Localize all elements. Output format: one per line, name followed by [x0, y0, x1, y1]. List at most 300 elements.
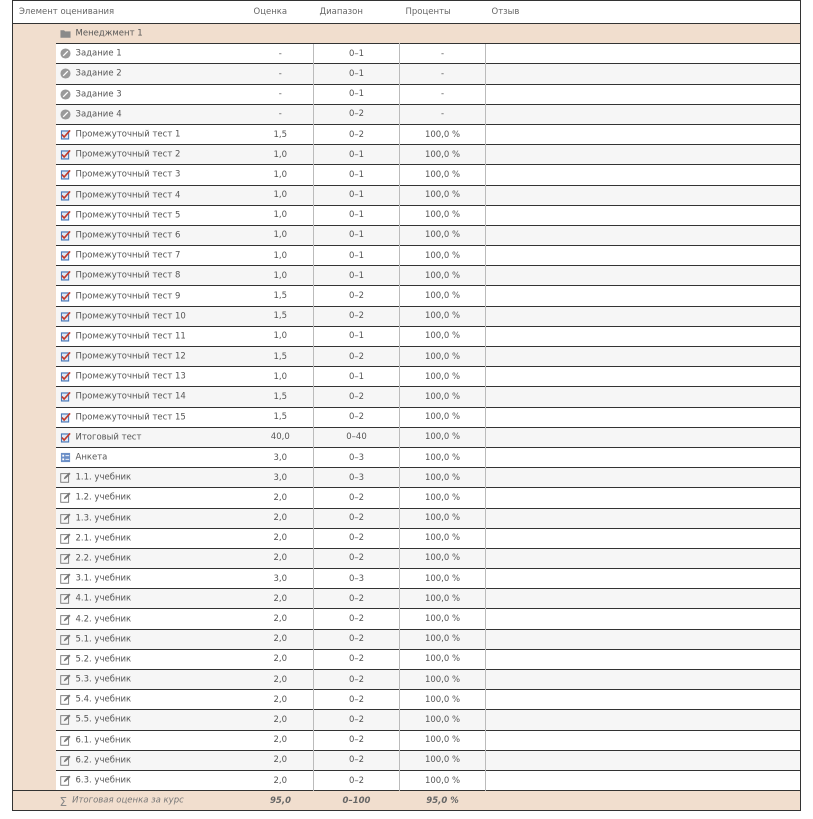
grade-item-row	[13, 367, 801, 387]
grade-item-grade: 1,0	[248, 205, 314, 225]
edit-icon	[60, 755, 76, 766]
grade-item-row	[13, 609, 801, 629]
grade-item-range: 0–2	[314, 306, 400, 326]
grade-item-percent: 100,0 %	[400, 225, 486, 245]
grade-item-range: 0–2	[314, 104, 400, 124]
grade-item-link[interactable]: Промежуточный тест 7	[75, 250, 181, 261]
grade-item-feedback	[486, 225, 801, 245]
header-grade: Оценка	[248, 1, 314, 24]
quiz-icon	[60, 371, 76, 382]
grade-item-row	[13, 488, 801, 508]
grade-item-feedback	[486, 84, 801, 104]
grade-item-percent: 100,0 %	[400, 569, 486, 589]
grade-item-feedback	[486, 427, 801, 447]
grade-item-grade: 2,0	[248, 629, 314, 649]
assignment-icon	[60, 48, 76, 59]
grade-item-link[interactable]: Промежуточный тест 4	[75, 190, 181, 201]
grade-item-grade: 1,0	[248, 165, 314, 185]
header-range: Диапазон	[314, 1, 400, 24]
grade-item-percent: 100,0 %	[400, 528, 486, 548]
grade-item-name-cell	[56, 427, 248, 447]
grade-item-percent: 100,0 %	[400, 407, 486, 427]
grade-item-feedback	[486, 64, 801, 84]
grade-item-link[interactable]: 5.1. учебник	[75, 634, 132, 645]
grade-item-link[interactable]: Промежуточный тест 9	[75, 291, 181, 302]
grade-item-link[interactable]: 6.2. учебник	[75, 755, 132, 766]
grade-item-percent: 100,0 %	[400, 488, 486, 508]
grade-item-grade: 1,5	[248, 286, 314, 306]
grade-item-name-cell	[56, 246, 248, 266]
grade-item-percent: 100,0 %	[400, 266, 486, 286]
grade-item-name-cell	[56, 569, 248, 589]
grade-item-percent: 100,0 %	[400, 185, 486, 205]
grade-item-row	[13, 64, 801, 84]
grade-item-link[interactable]: 2.2. учебник	[75, 553, 132, 564]
grade-item-percent: 100,0 %	[400, 609, 486, 629]
grade-item-percent: 100,0 %	[400, 387, 486, 407]
grade-item-link[interactable]: 1.1. учебник	[75, 472, 132, 483]
grade-item-name-cell	[56, 266, 248, 286]
grade-item-feedback	[486, 145, 801, 165]
grade-item-link[interactable]: 4.1. учебник	[75, 593, 132, 604]
sigma-icon: Σ	[59, 795, 68, 810]
quiz-icon	[60, 230, 76, 241]
quiz-icon	[60, 311, 76, 322]
grade-item-name-cell	[56, 730, 248, 750]
grade-item-row	[13, 326, 801, 346]
grade-item-row	[13, 649, 801, 669]
grade-item-grade: 2,0	[248, 770, 314, 790]
total-grade: 95,0	[248, 791, 314, 811]
grade-item-feedback	[486, 387, 801, 407]
quiz-icon	[60, 351, 76, 362]
grade-item-name-cell	[56, 326, 248, 346]
grade-item-name-cell	[56, 750, 248, 770]
category-cell	[56, 24, 801, 44]
edit-icon	[60, 513, 76, 524]
grade-item-link[interactable]: Промежуточный тест 6	[75, 230, 181, 241]
grade-item-grade: -	[248, 104, 314, 124]
grade-item-link[interactable]: 5.5. учебник	[75, 714, 132, 725]
grade-item-percent: 100,0 %	[400, 124, 486, 144]
grade-item-row	[13, 286, 801, 306]
grade-item-name-cell	[56, 145, 248, 165]
grade-item-row	[13, 468, 801, 488]
total-range: 0–100	[314, 791, 400, 811]
grade-item-range: 0–2	[314, 750, 400, 770]
grade-item-grade: 1,5	[248, 347, 314, 367]
grade-item-percent: 100,0 %	[400, 649, 486, 669]
grade-item-percent: 100,0 %	[400, 750, 486, 770]
grade-item-grade: 2,0	[248, 730, 314, 750]
grade-item-range: 0–1	[314, 266, 400, 286]
grade-item-grade: -	[248, 84, 314, 104]
edit-icon	[60, 614, 76, 625]
grade-item-row	[13, 124, 801, 144]
grade-item-name-cell	[56, 589, 248, 609]
grade-item-percent: 100,0 %	[400, 447, 486, 467]
grade-item-link[interactable]: 5.2. учебник	[75, 654, 132, 665]
grade-item-name-cell	[56, 528, 248, 548]
grade-item-row	[13, 84, 801, 104]
grade-item-grade: 1,0	[248, 225, 314, 245]
grade-item-row	[13, 246, 801, 266]
edit-icon	[60, 472, 76, 483]
grade-item-link[interactable]: Анкета	[75, 452, 108, 463]
grade-item-range: 0–1	[314, 84, 400, 104]
grade-item-name-cell	[56, 488, 248, 508]
grade-item-grade: 1,5	[248, 306, 314, 326]
grade-item-feedback	[486, 609, 801, 629]
grade-item-grade: 2,0	[248, 750, 314, 770]
quiz-icon	[60, 412, 76, 423]
grade-item-name-cell	[56, 387, 248, 407]
grade-item-percent: -	[400, 44, 486, 64]
grade-item-feedback	[486, 670, 801, 690]
edit-icon	[60, 654, 76, 665]
grade-item-name-cell	[56, 286, 248, 306]
grade-item-feedback	[486, 508, 801, 528]
grade-item-feedback	[486, 367, 801, 387]
grade-item-row	[13, 266, 801, 286]
grade-item-range: 0–2	[314, 347, 400, 367]
grade-item-link[interactable]: Задание 4	[75, 109, 122, 120]
edit-icon	[60, 593, 76, 604]
grade-item-percent: 100,0 %	[400, 670, 486, 690]
grade-item-grade: 1,0	[248, 246, 314, 266]
grade-item-feedback	[486, 629, 801, 649]
header-percent: Проценты	[400, 1, 486, 24]
grade-item-range: 0–2	[314, 387, 400, 407]
edit-icon	[60, 694, 76, 705]
grade-item-percent: 100,0 %	[400, 468, 486, 488]
grade-item-name-cell	[56, 165, 248, 185]
grade-item-percent: -	[400, 104, 486, 124]
grade-item-row	[13, 427, 801, 447]
grade-item-range: 0–1	[314, 185, 400, 205]
grade-item-grade: 2,0	[248, 710, 314, 730]
grade-item-grade: 2,0	[248, 548, 314, 568]
grade-item-grade: 40,0	[248, 427, 314, 447]
grade-item-grade: 3,0	[248, 447, 314, 467]
grade-item-range: 0–2	[314, 407, 400, 427]
grade-item-link[interactable]: Задание 1	[75, 48, 122, 59]
grade-item-feedback	[486, 528, 801, 548]
grade-item-feedback	[486, 306, 801, 326]
grade-item-percent: 100,0 %	[400, 347, 486, 367]
grade-item-range: 0–2	[314, 124, 400, 144]
grade-item-feedback	[486, 649, 801, 669]
edit-icon	[60, 492, 76, 503]
grade-item-row	[13, 347, 801, 367]
edit-icon	[60, 735, 76, 746]
grade-item-row	[13, 145, 801, 165]
grade-item-range: 0–40	[314, 427, 400, 447]
grade-item-row	[13, 770, 801, 790]
grade-item-row	[13, 104, 801, 124]
grade-item-percent: 100,0 %	[400, 165, 486, 185]
grade-item-grade: 1,0	[248, 326, 314, 346]
grade-item-row	[13, 205, 801, 225]
grade-item-link[interactable]: 3.1. учебник	[75, 573, 132, 584]
grade-item-grade: 1,5	[248, 387, 314, 407]
grade-item-feedback	[486, 488, 801, 508]
grade-item-name-cell	[56, 649, 248, 669]
grade-item-link[interactable]: 5.3. учебник	[75, 674, 132, 685]
grade-item-name-cell	[56, 468, 248, 488]
grade-report	[12, 0, 800, 811]
grade-item-grade: 2,0	[248, 589, 314, 609]
grade-item-name-cell	[56, 347, 248, 367]
grade-item-link[interactable]: Промежуточный тест 8	[75, 270, 181, 281]
grade-item-range: 0–1	[314, 165, 400, 185]
folder-icon	[60, 28, 71, 39]
category-name[interactable]: Менеджмент 1	[75, 28, 143, 39]
grade-item-name-cell	[56, 548, 248, 568]
grade-item-feedback	[486, 447, 801, 467]
header-row	[13, 1, 801, 24]
grade-item-link[interactable]: Промежуточный тест 13	[75, 371, 186, 382]
survey-icon	[60, 452, 76, 463]
grade-item-feedback	[486, 124, 801, 144]
total-feedback	[486, 791, 801, 811]
grade-item-feedback	[486, 326, 801, 346]
grade-item-name-cell	[56, 609, 248, 629]
quiz-icon	[60, 169, 76, 180]
grade-item-range: 0–2	[314, 548, 400, 568]
grade-item-range: 0–2	[314, 286, 400, 306]
grade-item-name-cell	[56, 124, 248, 144]
grade-item-row	[13, 306, 801, 326]
grade-item-feedback	[486, 710, 801, 730]
grade-item-grade: 2,0	[248, 670, 314, 690]
grade-item-link[interactable]: 1.3. учебник	[75, 513, 132, 524]
grade-item-link[interactable]: Промежуточный тест 15	[75, 412, 186, 423]
grade-item-range: 0–2	[314, 508, 400, 528]
edit-icon	[60, 775, 76, 786]
grade-item-grade: 1,0	[248, 367, 314, 387]
grade-item-name-cell	[56, 690, 248, 710]
grade-item-row	[13, 185, 801, 205]
grade-item-name-cell	[56, 205, 248, 225]
edit-icon	[60, 674, 76, 685]
grade-item-grade: -	[248, 44, 314, 64]
grade-item-feedback	[486, 770, 801, 790]
grade-item-range: 0–3	[314, 468, 400, 488]
grade-item-feedback	[486, 286, 801, 306]
grade-item-percent: 100,0 %	[400, 145, 486, 165]
quiz-icon	[60, 210, 76, 221]
edit-icon	[60, 714, 76, 725]
grade-item-feedback	[486, 548, 801, 568]
grade-item-grade: 1,5	[248, 407, 314, 427]
grade-item-range: 0–2	[314, 589, 400, 609]
grade-item-grade: 3,0	[248, 569, 314, 589]
assignment-icon	[60, 109, 76, 120]
assignment-icon	[60, 68, 76, 79]
grade-item-name-cell	[56, 670, 248, 690]
grade-item-feedback	[486, 266, 801, 286]
grade-item-range: 0–1	[314, 205, 400, 225]
grade-item-range: 0–2	[314, 730, 400, 750]
grade-item-link[interactable]: Промежуточный тест 14	[75, 391, 186, 402]
quiz-icon	[60, 291, 76, 302]
grade-item-name-cell	[56, 84, 248, 104]
grade-item-feedback	[486, 690, 801, 710]
grade-item-feedback	[486, 205, 801, 225]
edit-icon	[60, 634, 76, 645]
grade-item-link[interactable]: Промежуточный тест 12	[75, 351, 186, 362]
quiz-icon	[60, 270, 76, 281]
grade-item-name-cell	[56, 367, 248, 387]
grade-item-row	[13, 548, 801, 568]
grade-item-range: 0–2	[314, 488, 400, 508]
quiz-icon	[60, 129, 76, 140]
grade-item-percent: 100,0 %	[400, 367, 486, 387]
grade-item-feedback	[486, 165, 801, 185]
grade-item-range: 0–1	[314, 367, 400, 387]
grade-item-percent: 100,0 %	[400, 246, 486, 266]
grade-item-link[interactable]: 4.2. учебник	[75, 614, 132, 625]
grade-item-link[interactable]: Промежуточный тест 2	[75, 149, 181, 160]
grade-item-row	[13, 387, 801, 407]
grade-item-row	[13, 629, 801, 649]
grade-item-feedback	[486, 730, 801, 750]
grade-item-grade: 2,0	[248, 690, 314, 710]
grade-item-percent: 100,0 %	[400, 690, 486, 710]
grade-item-range: 0–2	[314, 629, 400, 649]
quiz-icon	[60, 432, 76, 443]
grade-item-grade: 2,0	[248, 609, 314, 629]
grade-item-grade: 1,0	[248, 266, 314, 286]
grade-item-name-cell	[56, 306, 248, 326]
grade-item-row	[13, 710, 801, 730]
grade-item-grade: 3,0	[248, 468, 314, 488]
grade-item-row	[13, 730, 801, 750]
grade-item-link[interactable]: Задание 2	[75, 68, 122, 79]
quiz-icon	[60, 391, 76, 402]
quiz-icon	[60, 331, 76, 342]
grade-item-percent: -	[400, 84, 486, 104]
grade-item-link[interactable]: Задание 3	[75, 89, 122, 100]
grade-item-row	[13, 690, 801, 710]
grade-item-feedback	[486, 589, 801, 609]
grade-item-percent: 100,0 %	[400, 710, 486, 730]
grade-item-link[interactable]: Промежуточный тест 10	[75, 311, 186, 322]
grade-item-grade: 1,5	[248, 124, 314, 144]
grade-item-feedback	[486, 185, 801, 205]
grade-item-row	[13, 670, 801, 690]
grade-item-range: 0–1	[314, 44, 400, 64]
header-item: Элемент оценивания	[13, 1, 248, 24]
grade-item-range: 0–2	[314, 670, 400, 690]
grade-item-row	[13, 569, 801, 589]
total-name-cell	[56, 791, 248, 811]
grade-item-grade: -	[248, 64, 314, 84]
grade-item-link[interactable]: 2.1. учебник	[75, 533, 132, 544]
grade-item-grade: 1,0	[248, 185, 314, 205]
grade-item-name-cell	[56, 185, 248, 205]
grade-item-link[interactable]: Итоговый тест	[75, 432, 142, 443]
grade-item-range: 0–1	[314, 64, 400, 84]
grade-item-grade: 2,0	[248, 488, 314, 508]
grade-item-range: 0–3	[314, 447, 400, 467]
grade-item-percent: 100,0 %	[400, 306, 486, 326]
grade-item-name-cell	[56, 64, 248, 84]
grade-item-feedback	[486, 468, 801, 488]
grade-item-feedback	[486, 104, 801, 124]
grade-item-range: 0–2	[314, 649, 400, 669]
quiz-icon	[60, 149, 76, 160]
grade-item-percent: 100,0 %	[400, 427, 486, 447]
grade-item-link[interactable]: Промежуточный тест 3	[75, 169, 181, 180]
grade-item-row	[13, 225, 801, 245]
course-total-row	[13, 791, 801, 811]
grade-item-grade: 1,0	[248, 145, 314, 165]
grade-item-feedback	[486, 750, 801, 770]
grade-item-range: 0–1	[314, 225, 400, 245]
grade-item-percent: 100,0 %	[400, 548, 486, 568]
grade-item-grade: 2,0	[248, 508, 314, 528]
grade-item-row	[13, 407, 801, 427]
grade-item-link[interactable]: 5.4. учебник	[75, 694, 132, 705]
grade-item-name-cell	[56, 104, 248, 124]
grade-item-feedback	[486, 407, 801, 427]
grade-item-link[interactable]: 1.2. учебник	[75, 492, 132, 503]
grade-item-range: 0–1	[314, 246, 400, 266]
grade-item-percent: 100,0 %	[400, 326, 486, 346]
grade-item-range: 0–1	[314, 326, 400, 346]
grade-item-row	[13, 165, 801, 185]
grade-table	[12, 0, 801, 811]
grade-item-link[interactable]: Промежуточный тест 11	[75, 331, 186, 342]
grade-item-name-cell	[56, 508, 248, 528]
grade-item-name-cell	[56, 225, 248, 245]
grade-item-name-cell	[56, 770, 248, 790]
grade-item-link[interactable]: Промежуточный тест 5	[75, 210, 181, 221]
grade-item-range: 0–2	[314, 690, 400, 710]
grade-item-range: 0–1	[314, 145, 400, 165]
total-name: Итоговая оценка за курс	[72, 795, 184, 806]
grade-item-name-cell	[56, 710, 248, 730]
assignment-icon	[60, 89, 76, 100]
edit-icon	[60, 533, 76, 544]
grade-item-row	[13, 447, 801, 467]
grade-item-feedback	[486, 44, 801, 64]
grade-item-link[interactable]: 6.1. учебник	[75, 735, 132, 746]
category-row	[13, 24, 801, 44]
grade-item-grade: 2,0	[248, 649, 314, 669]
quiz-icon	[60, 250, 76, 261]
quiz-icon	[60, 190, 76, 201]
grade-item-percent: 100,0 %	[400, 205, 486, 225]
grade-item-name-cell	[56, 407, 248, 427]
grade-item-link[interactable]: Промежуточный тест 1	[75, 129, 181, 140]
total-percent: 95,0 %	[400, 791, 486, 811]
grade-item-name-cell	[56, 629, 248, 649]
grade-item-range: 0–2	[314, 770, 400, 790]
grade-item-feedback	[486, 569, 801, 589]
grade-item-feedback	[486, 246, 801, 266]
grade-item-row	[13, 44, 801, 64]
grade-item-range: 0–2	[314, 609, 400, 629]
grade-item-link[interactable]: 6.3. учебник	[75, 775, 132, 786]
total-indent	[13, 791, 56, 811]
grade-item-percent: 100,0 %	[400, 629, 486, 649]
grade-item-percent: 100,0 %	[400, 508, 486, 528]
category-indent	[13, 24, 56, 791]
grade-item-row	[13, 528, 801, 548]
